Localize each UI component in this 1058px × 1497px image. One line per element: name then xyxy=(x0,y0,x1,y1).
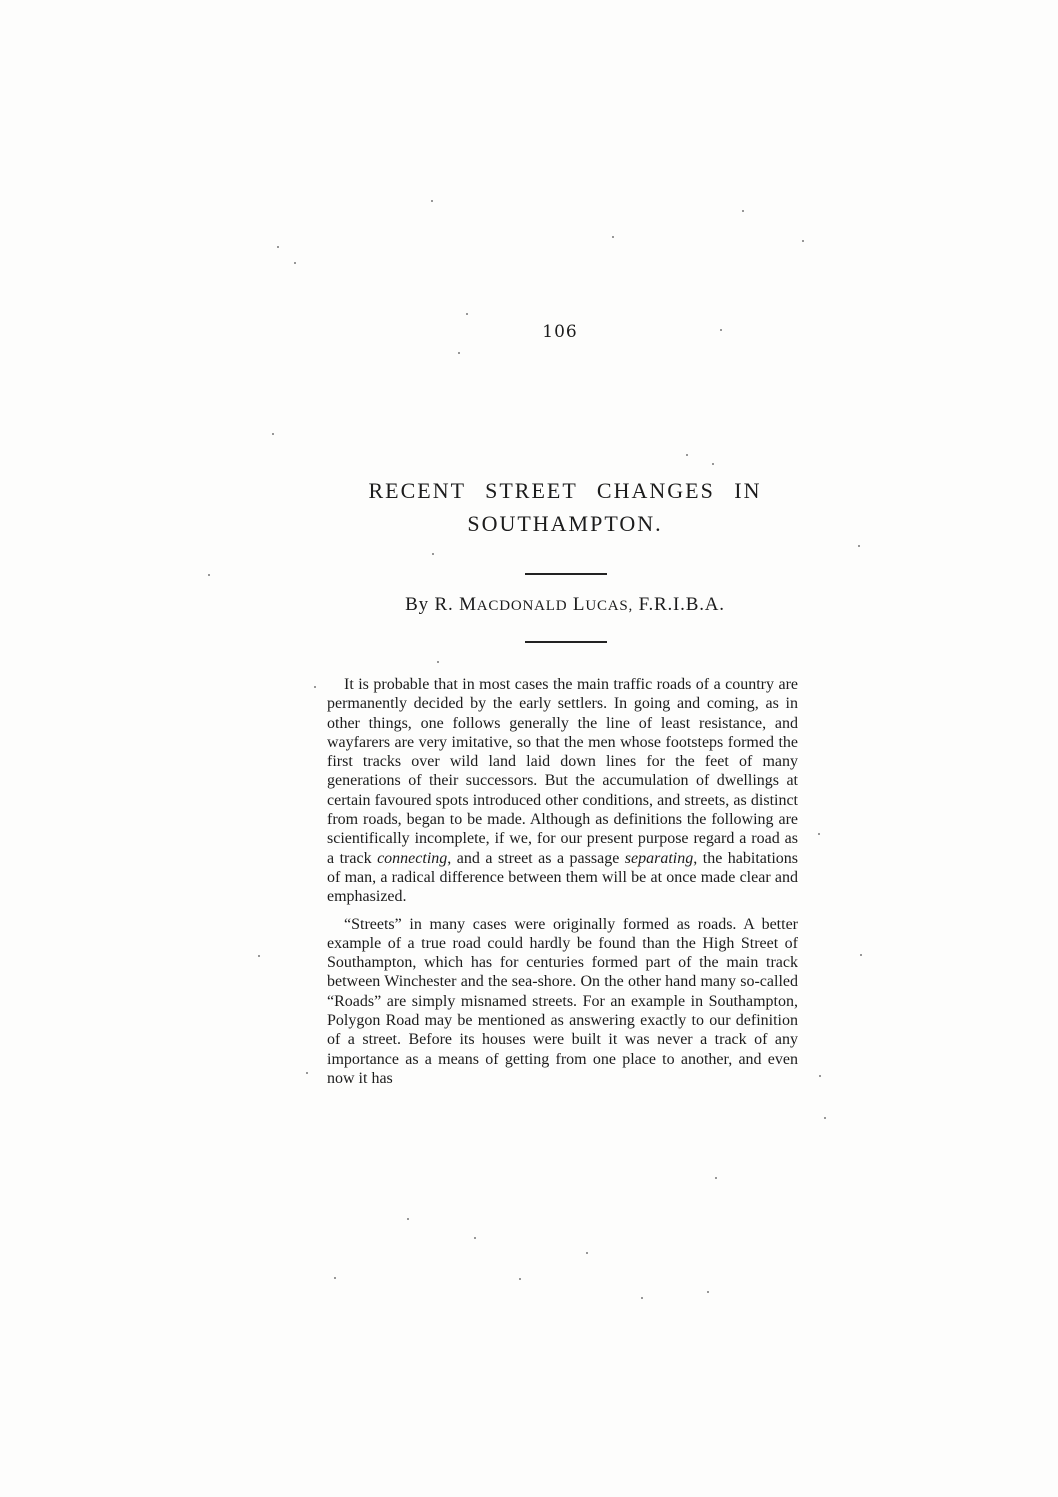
paragraph-2: “Streets” in many cases were originally formed as roads. A better example of a true road could hardly be found than the High Street of Southampton, which has for centuries formed part of the main track between Winchester and the sea-shore. On the other hand many so-called “Roads” are simply misnamed streets. For an example in Southampton, Polygon Road may be mentioned as answering exactly to our definition of a street. Before its houses were built it was never a track of any importance as a means of getting from one place to another, and even now it has xyxy=(327,915,798,1087)
byline-initial: R. xyxy=(434,594,454,615)
emphasis-connecting: connecting xyxy=(377,849,448,867)
byline-middle-name: MACDONALD xyxy=(459,594,568,615)
title-divider-top xyxy=(525,573,607,575)
byline-by: By xyxy=(405,594,429,615)
article-title-line-1: RECENT STREET CHANGES IN xyxy=(368,478,762,503)
page-number: 106 xyxy=(542,322,578,342)
byline-surname: LUCAS, xyxy=(572,594,634,615)
article-body xyxy=(327,675,798,1096)
author-byline xyxy=(0,594,1058,616)
byline-credentials: F.R.I.B.A. xyxy=(638,594,725,615)
title-divider-bottom xyxy=(525,641,607,643)
paragraph-1: It is probable that in most cases the main traffic roads of a country are permanently decided by the early settlers. In going and coming, as in other things, one follows generally the line of least resistance, and wayfarers are very imitative, so that the men whose footsteps formed the first tracks over wild land laid down lines for the feet of many generations of their successors. But the accumulation of dwellings at certain favoured spots introduced other conditions, and streets, as distinct from roads, began to be made. Although as definitions the following are scientifically incomplete, if we, for our present purpose regard a road as a track connecting, and a street as a passage separating, the habitations of man, a radical difference between them will be at once made clear and emphasized. xyxy=(327,676,798,906)
article-title-line-2: SOUTHAMPTON. xyxy=(467,511,663,536)
emphasis-separating: separating xyxy=(624,849,694,867)
